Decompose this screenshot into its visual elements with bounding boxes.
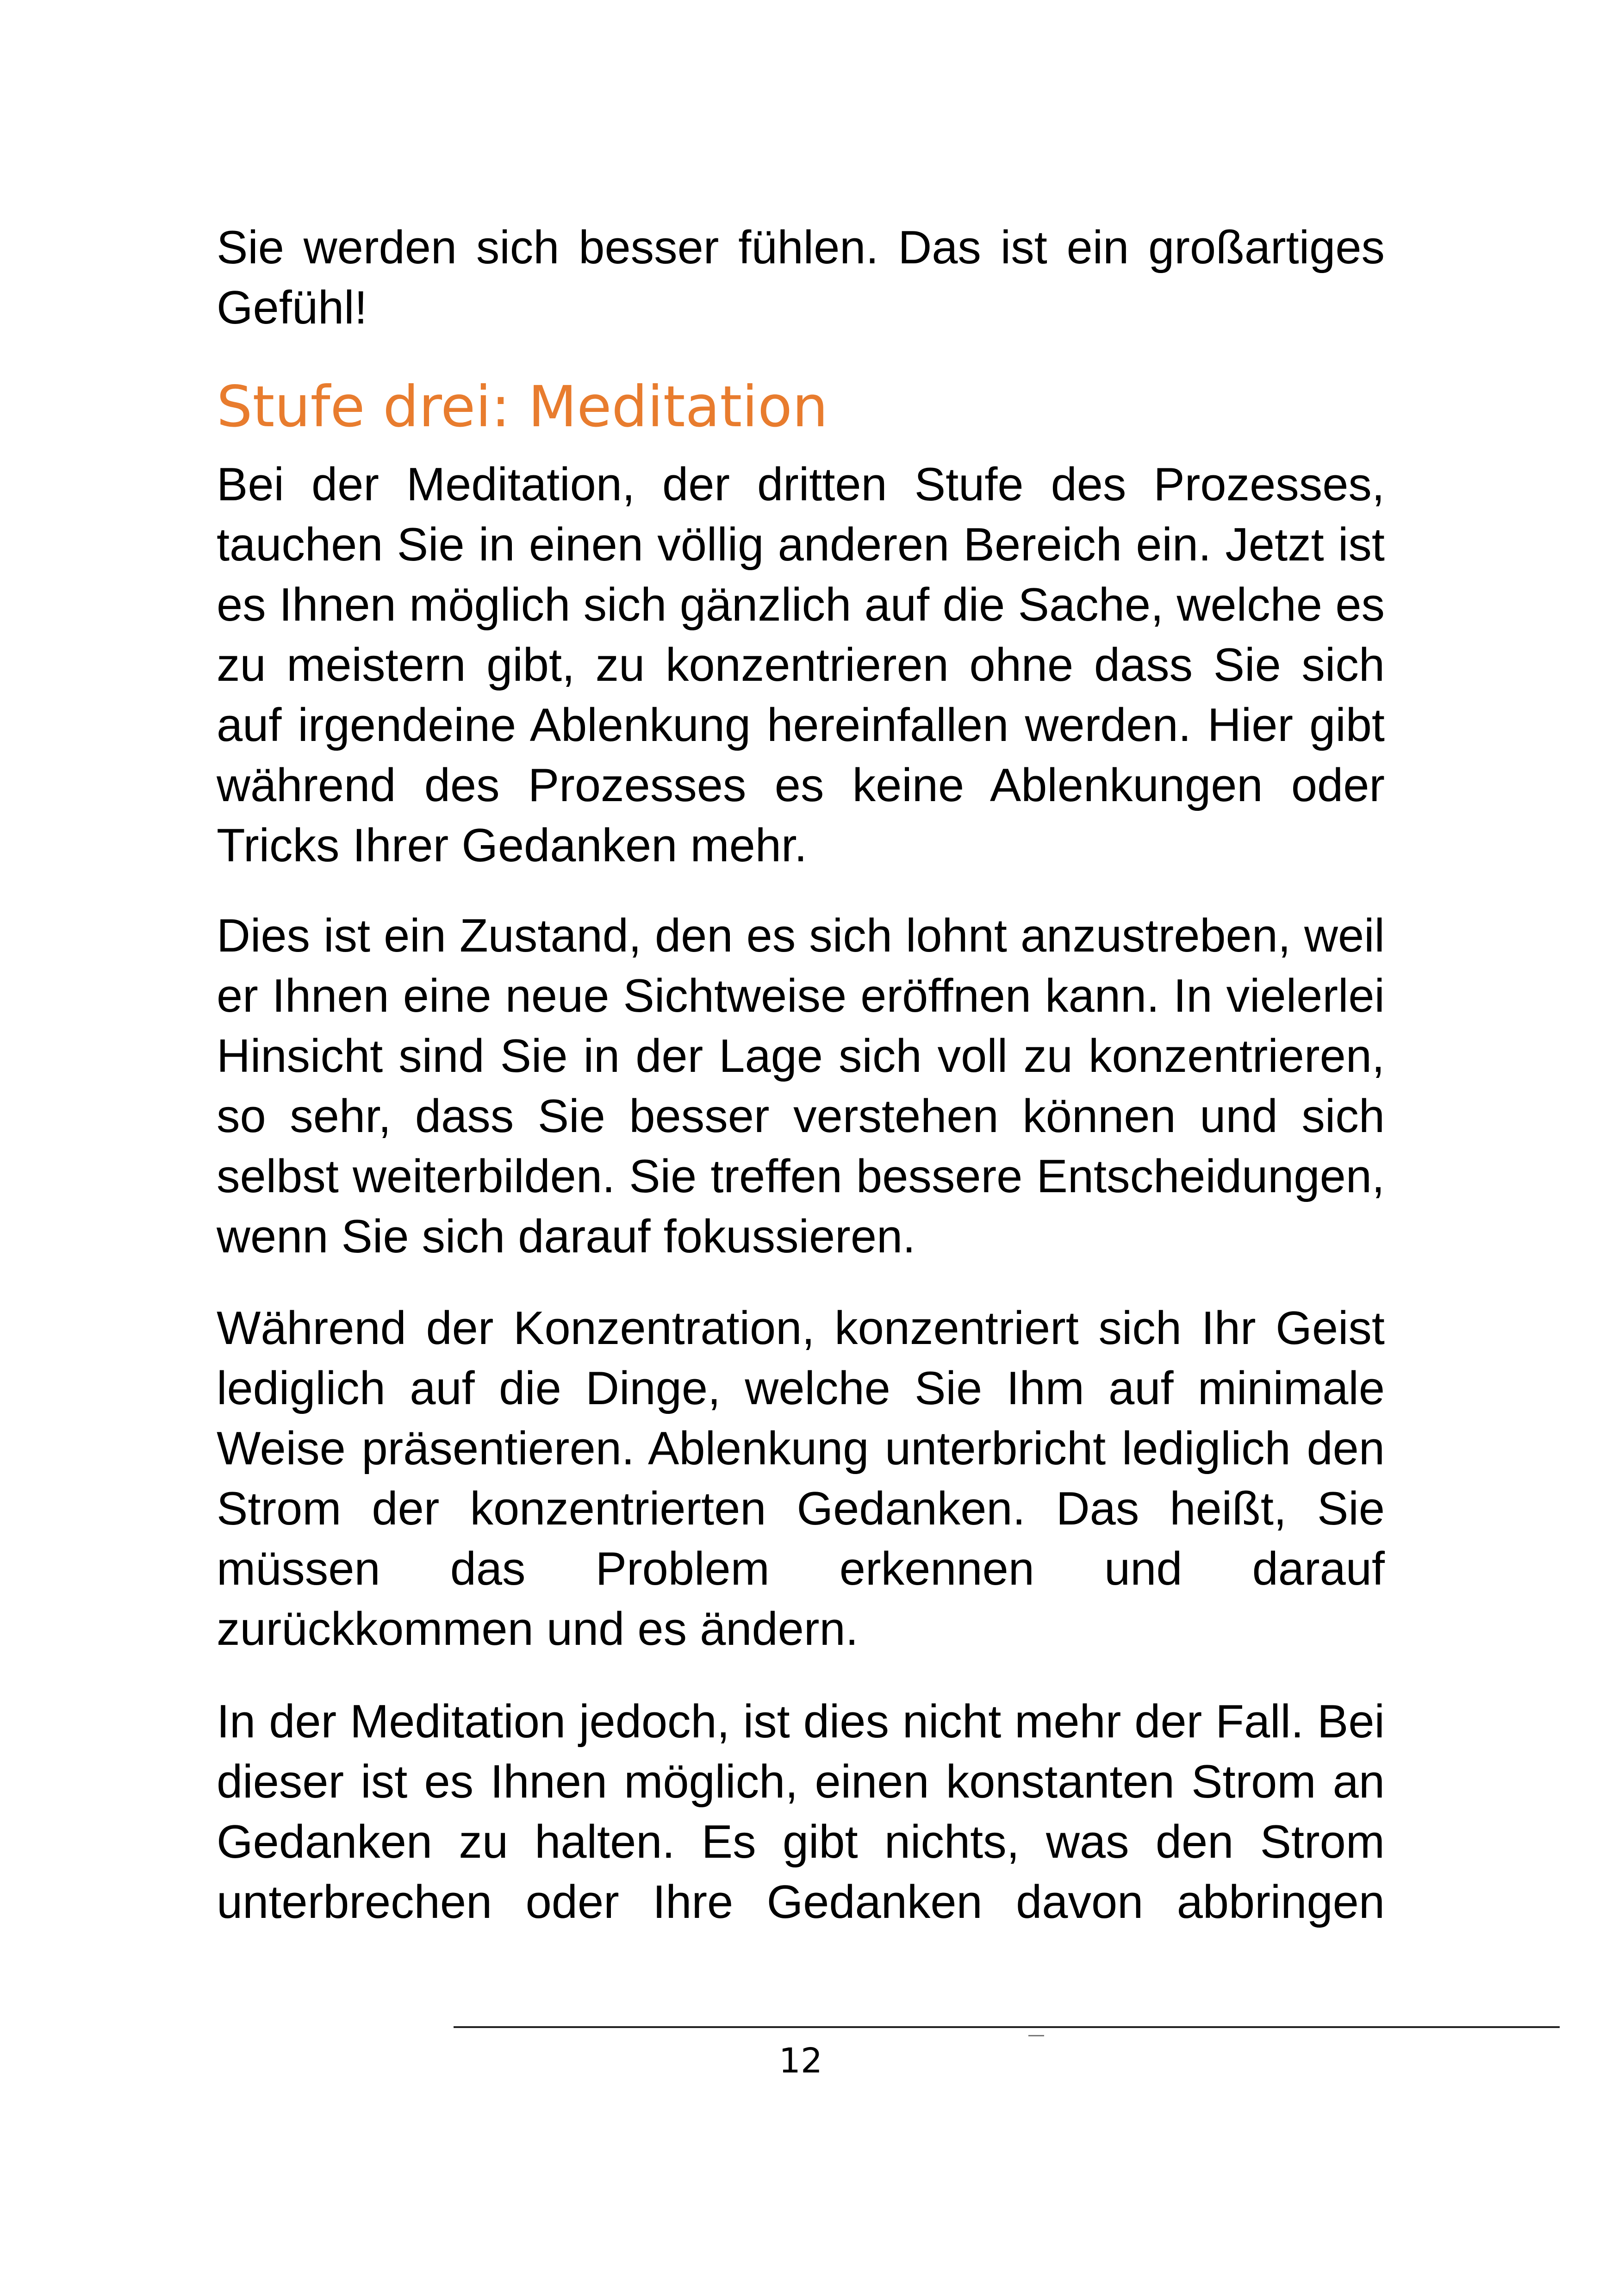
paragraph-block-1 xyxy=(217,454,1385,876)
paragraph-4: In der Meditation jedoch, ist dies nicht mehr der Fall. Bei dieser ist es Ihnen möglich, einen konstanten Strom an Gedanken zu halten. Es gibt nichts, was den Strom unterbrechen oder Ihre Gedanken davon abbringen xyxy=(217,1696,1385,1928)
paragraph-3: Während der Konzentration, konzentriert sich Ihr Geist lediglich auf die Dinge, welche Sie Ihm auf minimale Weise präsentieren. Ablenkung unterbricht lediglich den Strom der konzentrierten Gedanken. Das heißt, Sie müssen das Problem erkennen und darauf zurückkommen und es ändern. xyxy=(217,1302,1385,1655)
paragraph-2: Dies ist ein Zustand, den es sich lohnt anzustreben, weil er Ihnen eine neue Sichtweise eröffnen kann. In vielerlei Hinsicht sind Sie in der Lage sich voll zu konzentrieren, so sehr, dass Sie besser verstehen können und sich selbst weiterbilden. Sie treffen bessere Entscheidungen, wenn Sie sich darauf fokussieren. xyxy=(217,910,1385,1263)
paragraph-block-4 xyxy=(217,1692,1385,1932)
paragraph-1: Bei der Meditation, der dritten Stufe des Prozesses, tauchen Sie in einen völlig anderen Bereich ein. Jetzt ist es Ihnen möglich sich gänzlich auf die Sache, welche es zu meistern gibt, zu konzentrieren ohne dass Sie sich auf irgendeine Ablenkung hereinfallen werden. Hier gibt während des Prozesses es keine Ablenkungen oder Tricks Ihrer Gedanken mehr. xyxy=(217,459,1385,871)
intro-paragraph: Sie werden sich besser fühlen. Das ist ein großartiges Gefühl! xyxy=(217,222,1385,334)
footer-divider xyxy=(454,2026,1560,2028)
paragraph-block-3 xyxy=(217,1298,1385,1659)
page-number: 12 xyxy=(778,2041,823,2081)
paragraph-block-2 xyxy=(217,906,1385,1267)
footer-tick-mark xyxy=(1028,2035,1044,2036)
intro-paragraph-block xyxy=(217,218,1385,338)
section-heading: Stufe drei: Meditation xyxy=(217,374,828,440)
